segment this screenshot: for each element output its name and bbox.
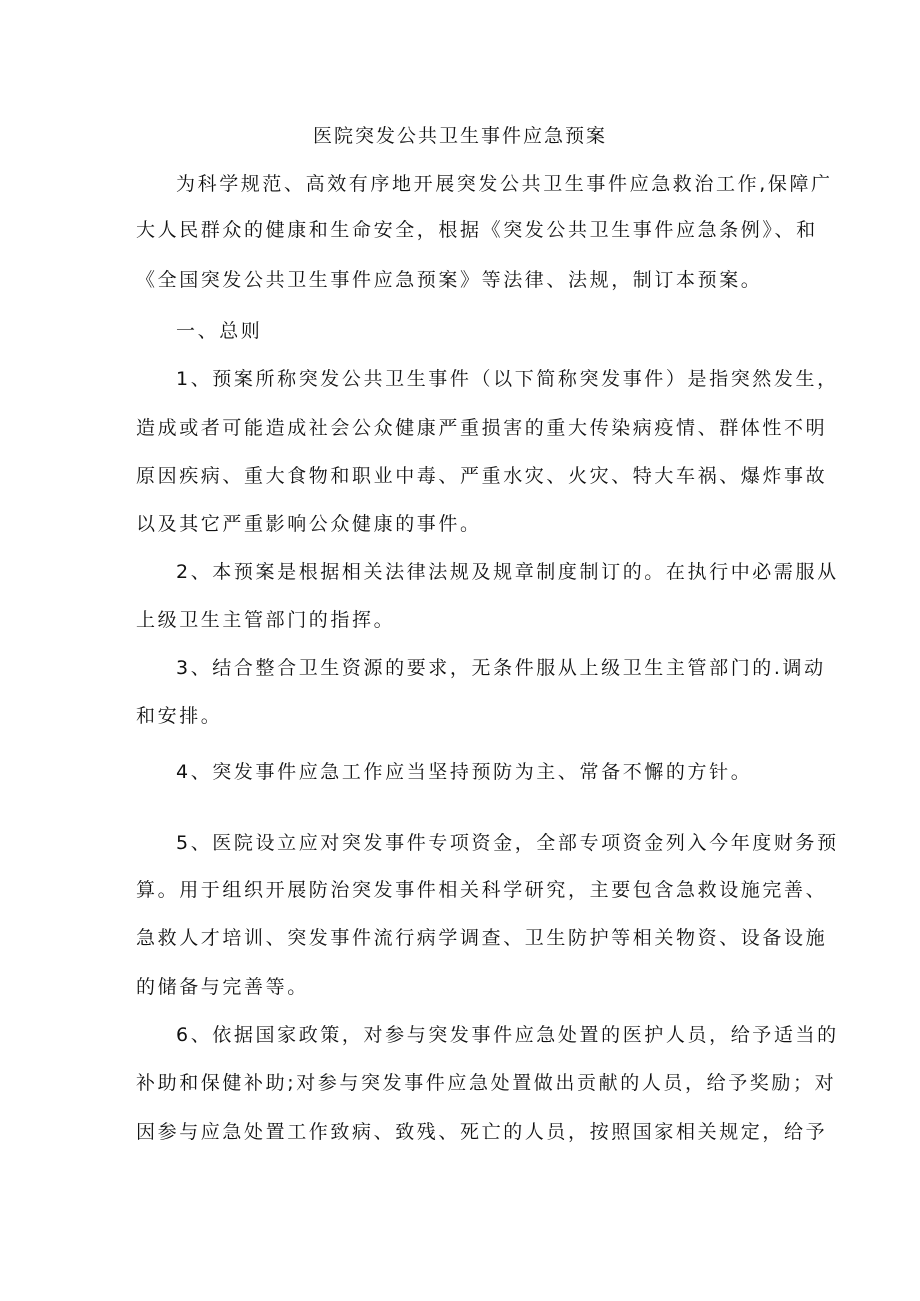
paragraph-line: 和安排。	[136, 705, 223, 727]
paragraph-line: 以及其它严重影响公众健康的事件。	[136, 513, 482, 535]
paragraph-line: 1、预案所称突发公共卫生事件（以下简称突发事件）是指突然发生，	[176, 368, 839, 390]
paragraph-line: 补助和保健补助;对参与突发事件应急处置做出贡献的人员，给予奖励；对	[136, 1072, 837, 1094]
paragraph-line: 2、本预案是根据相关法律法规及规章制度制订的。在执行中必需服从	[176, 561, 839, 583]
paragraph-line: 为科学规范、高效有序地开展突发公共卫生事件应急救治工作,保障广	[176, 173, 833, 195]
document-title: 医院突发公共卫生事件应急预案	[312, 125, 607, 147]
paragraph-line: 3、结合整合卫生资源的要求，无条件服从上级卫生主管部门的.调动	[176, 657, 826, 679]
paragraph-line: 5、医院设立应对突发事件专项资金，全部专项资金列入今年度财务预	[176, 832, 839, 854]
paragraph-line: 4、突发事件应急工作应当坚持预防为主、常备不懈的方针。	[176, 761, 753, 783]
paragraph-line: 算。用于组织开展防治突发事件相关科学研究，主要包含急救设施完善、	[136, 879, 828, 901]
paragraph-line: 原因疾病、重大食物和职业中毒、严重水灾、火灾、特大车祸、爆炸事故	[136, 465, 828, 487]
paragraph-line: 因参与应急处置工作致病、致残、死亡的人员，按照国家相关规定，给予	[136, 1121, 828, 1143]
section-heading: 一、总则	[176, 320, 263, 342]
paragraph-line: 急救人才培训、突发事件流行病学调查、卫生防护等相关物资、设备设施	[136, 927, 828, 949]
paragraph-line: 上级卫生主管部门的指挥。	[136, 609, 396, 631]
paragraph-line: 造成或者可能造成社会公众健康严重损害的重大传染病疫情、群体性不明	[136, 417, 828, 439]
paragraph-line: 6、依据国家政策，对参与突发事件应急处置的医护人员，给予适当的	[176, 1024, 839, 1046]
paragraph-line: 《全国突发公共卫生事件应急预案》等法律、法规，制订本预案。	[136, 269, 763, 291]
paragraph-line: 的储备与完善等。	[136, 976, 309, 998]
paragraph-line: 大人民群众的健康和生命安全，根据《突发公共卫生事件应急条例》、和	[136, 219, 818, 241]
